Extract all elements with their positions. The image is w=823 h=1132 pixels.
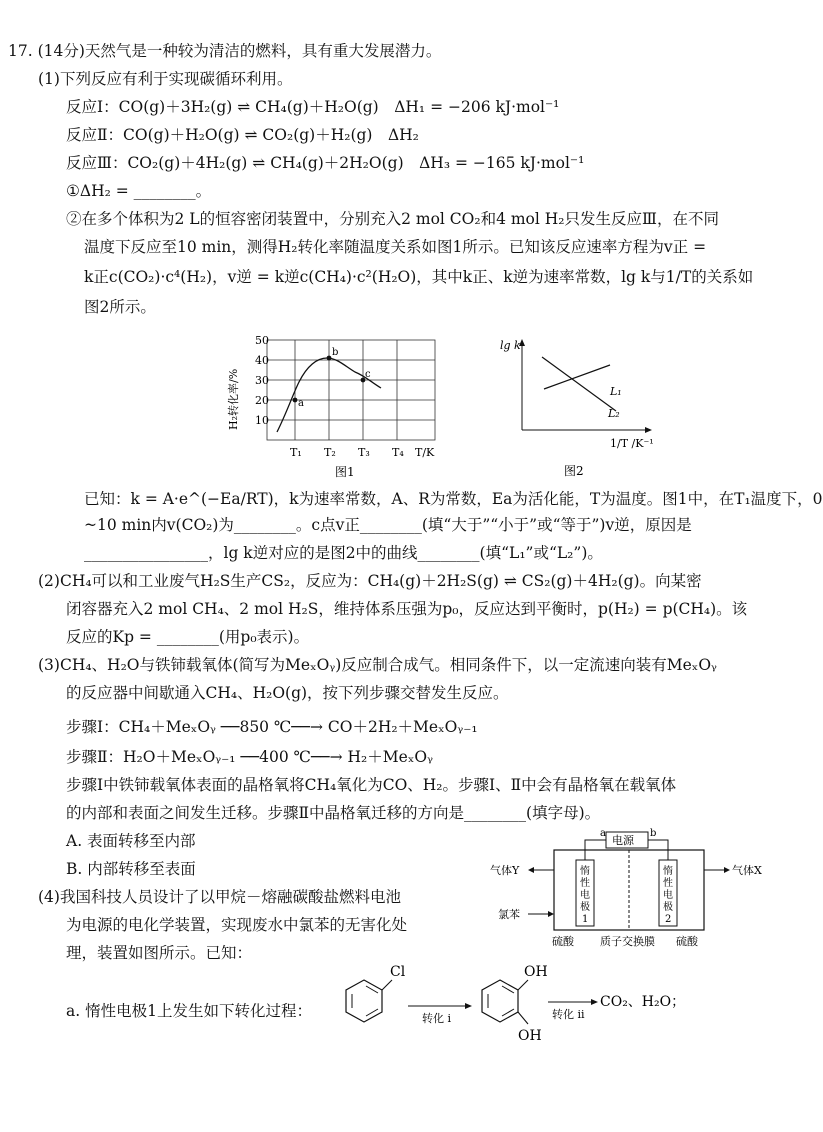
chloro-substituent: Cl <box>390 964 406 980</box>
part3-line4: 的内部和表面之间发生迁移。步骤Ⅱ中晶格氧迁移的方向是________(填字母)。 <box>66 804 601 822</box>
fig1-xlabel: T/K <box>415 446 435 459</box>
fig1-grid <box>267 340 435 440</box>
fig1-ytick-50: 50 <box>255 334 269 347</box>
fig2-caption: 图2 <box>564 464 584 478</box>
fig1-label-b: b <box>332 347 339 358</box>
known-line2: ~10 min内v(CO₂)为________。c点v正________(填“大于”“小于”或“等于”)v逆，原因是 <box>84 516 692 534</box>
fig1-xtick-t3: T₃ <box>358 446 370 459</box>
conversion-i-label: 转化 i <box>422 1012 452 1025</box>
electrode-2-label: 惰 性 电 极 2 <box>663 866 673 925</box>
fig1-xtick-t2: T₂ <box>324 446 336 459</box>
sulfuric-acid-right: 硫酸 <box>676 935 698 948</box>
reaction-1: 反应Ⅰ：CO(g)＋3H₂(g) ⇌ CH₄(g)＋H₂O(g) ΔH₁ = −206 kJ·mol⁻¹ <box>66 98 560 116</box>
known-line3: ________________，lg k逆对应的是图2中的曲线________(填“L₁”或“L₂”)。 <box>84 544 603 562</box>
known-line1: 已知：k = A·e^(−Ea/RT)，k为速率常数，A、R为常数，Ea为活化能，T为温度。图1中，在T₁温度下，0 <box>84 490 823 508</box>
fig1-ytick-10: 10 <box>255 414 269 427</box>
part3-line3: 步骤Ⅰ中铁铈载氧体表面的晶格氧将CH₄氧化为CO、H₂。步骤Ⅰ、Ⅱ中会有晶格氧在载氧体 <box>66 776 677 794</box>
reaction-2: 反应Ⅱ：CO(g)＋H₂O(g) ⇌ CO₂(g)＋H₂(g) ΔH₂ <box>66 126 419 144</box>
power-supply-label: 电源 <box>612 834 634 847</box>
option-b: B. 内部转移至表面 <box>66 860 196 878</box>
sulfuric-acid-left: 硫酸 <box>552 935 574 948</box>
question-title: 17. (14分)天然气是一种较为清洁的燃料，具有重大发展潜力。 <box>8 42 442 60</box>
fig1-label-c: c <box>365 369 371 380</box>
electrolysis-cell-diagram <box>488 826 778 952</box>
fig1-caption: 图1 <box>335 465 355 479</box>
gas-y-arrow <box>528 867 534 873</box>
conversion-ii-arrow <box>591 999 598 1005</box>
gas-x-label: 气体X <box>732 864 762 877</box>
reaction-3: 反应Ⅲ：CO₂(g)＋4H₂(g) ⇌ CH₄(g)＋2H₂O(g) ΔH₃ = −165 kJ·mol⁻¹ <box>66 154 585 172</box>
fig2-xlabel: 1/T /K⁻¹ <box>610 437 654 450</box>
electrode-1-label: 惰 性 电 极 1 <box>580 866 590 925</box>
part3-line2: 的反应器中间歇通入CH₄、H₂O(g)，按下列步骤交替发生反应。 <box>66 684 509 702</box>
fig1-point-b <box>327 356 332 361</box>
hydroxyl-upper: OH <box>524 964 548 980</box>
fig2-line-l1 <box>544 365 610 389</box>
option-a: A. 表面转移至内部 <box>66 832 196 850</box>
fig2-label-l2: L₂ <box>608 407 620 420</box>
question-1-1: ①ΔH₂ = ________。 <box>66 182 212 200</box>
question-1-2-line2: 温度下反应至10 min，测得H₂转化率随温度关系如图1所示。已知该反应速率方程为v正 = <box>84 238 707 256</box>
part4-line3: 理，装置如图所示。已知： <box>66 944 253 962</box>
fig1-ytick-40: 40 <box>255 354 269 367</box>
fig1-xtick-t1: T₁ <box>290 446 302 459</box>
fig1-ylabel: H₂转化率/% <box>227 368 240 430</box>
hydroxyl-lower: OH <box>518 1028 542 1044</box>
figure-1-chart <box>215 330 465 480</box>
fig2-ylabel: lg k <box>500 339 521 352</box>
part2-line3: 反应的Kp = ________(用p₀表示)。 <box>66 628 310 646</box>
part4-line1: (4)我国科技人员设计了以甲烷－熔融碳酸盐燃料电池 <box>38 888 401 906</box>
part4-conversion-intro: a. 惰性电极1上发生如下转化过程： <box>66 1002 312 1020</box>
question-1-2-line1: ②在多个体积为2 L的恒容密闭装置中，分别充入2 mol CO₂和4 mol H₂只发生反应Ⅲ，在不同 <box>66 210 719 228</box>
fig2-label-l1: L₁ <box>610 385 622 398</box>
part2-line1: (2)CH₄可以和工业废气H₂S生产CS₂，反应为：CH₄(g)＋2H₂S(g) ⇌ CS₂(g)＋4H₂(g)。向某密 <box>38 572 702 590</box>
gas-y-label: 气体Y <box>490 864 520 877</box>
final-products: CO₂、H₂O； <box>600 994 686 1010</box>
part2-line2: 闭容器充入2 mol CH₄、2 mol H₂S，维持体系压强为p₀，反应达到平衡时，p(H₂) = p(CH₄)。该 <box>66 600 748 618</box>
question-1-2-line3: k正c(CO₂)·c⁴(H₂)，v逆 = k逆c(CH₄)·c²(H₂O)，其中k正、k逆为速率常数，lg k与1/T的关系如 <box>84 268 754 286</box>
step-1: 步骤Ⅰ：CH₄＋MeₓOᵧ ──850 ℃──→ CO＋2H₂＋MeₓOᵧ₋₁ <box>66 718 478 736</box>
fig1-ytick-30: 30 <box>255 374 269 387</box>
conversion-scheme <box>338 958 686 1048</box>
chlorobenzene-arrow <box>548 911 554 917</box>
figure-2-chart <box>500 335 670 480</box>
terminal-a-label: a <box>600 828 606 839</box>
part4-line2: 为电源的电化学装置，实现废水中氯苯的无害化处 <box>66 916 408 934</box>
catechol-ring <box>482 980 518 1022</box>
conversion-i-arrow <box>465 1003 472 1009</box>
fig1-point-a <box>293 398 298 403</box>
fig1-xtick-t4: T₄ <box>392 446 404 459</box>
fig1-label-a: a <box>298 398 304 409</box>
membrane-label: 质子交换膜 <box>600 935 655 948</box>
fig2-line-l2 <box>542 357 616 411</box>
fig1-ytick-20: 20 <box>255 394 269 407</box>
chlorobenzene-ring <box>346 980 382 1022</box>
gas-x-arrow <box>724 867 730 873</box>
conversion-ii-label: 转化 ii <box>552 1008 585 1021</box>
step-2: 步骤Ⅱ：H₂O＋MeₓOᵧ₋₁ ──400 ℃──→ H₂＋MeₓOᵧ <box>66 748 433 766</box>
chlorobenzene-label: 氯苯 <box>498 908 520 921</box>
part1-heading: (1)下列反应有利于实现碳循环利用。 <box>38 70 293 88</box>
part3-line1: (3)CH₄、H₂O与铁铈载氧体(简写为MeₓOᵧ)反应制合成气。相同条件下，以一定流速向装有MeₓOᵧ <box>38 656 717 674</box>
terminal-b-label: b <box>650 828 657 839</box>
question-1-2-line4: 图2所示。 <box>84 298 156 316</box>
